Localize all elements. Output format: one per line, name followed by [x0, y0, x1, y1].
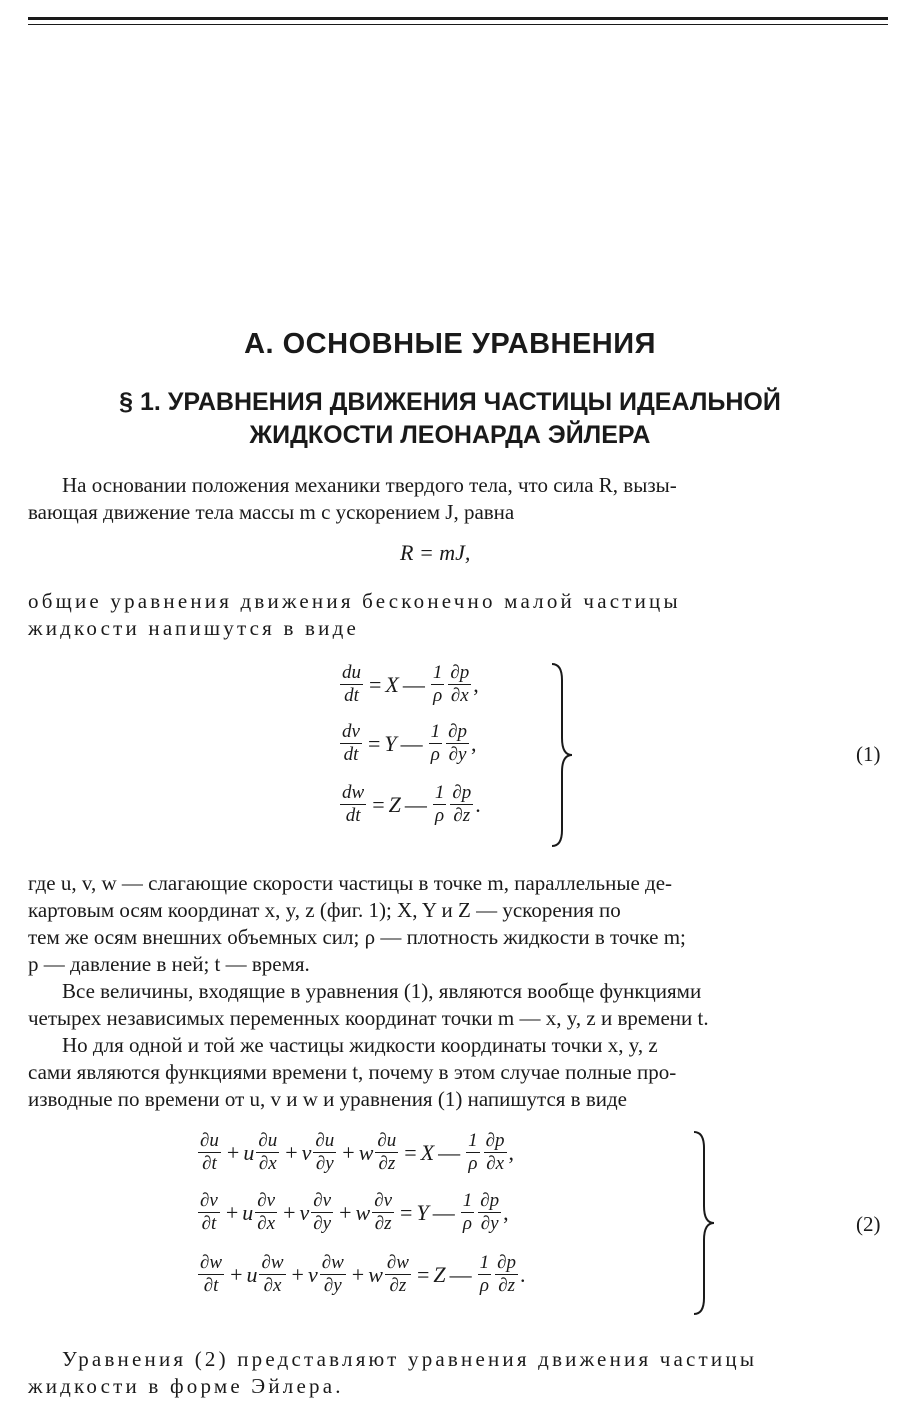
eq2-row [196, 1130, 514, 1175]
eq2-pressure-gradient: $\frac{\partial p}{\partial z}$ [497, 1252, 517, 1296]
paragraph-4-line2: четырех независимых переменных координат точки m — x, y, z и времени t. [28, 1006, 709, 1030]
eq1-punctuation: , [471, 730, 477, 756]
plus-sign: + [230, 1261, 243, 1287]
eq2-time-derivative: $\frac{\partial u}{\partial t}$ [200, 1130, 219, 1174]
minus-sign: — [432, 1199, 455, 1225]
eq2-row [196, 1190, 509, 1235]
eq2-rhs-term: Z [433, 1261, 446, 1287]
paragraph-2-line2: жидкости напишутся в виде [28, 616, 359, 640]
paragraph-3-line2: картовым осям координат x, y, z (фиг. 1); X, Y и Z — ускорения по [28, 898, 621, 922]
paragraph-4-line1: Все величины, входящие в уравнения (1), являются вообще функциями [62, 979, 702, 1003]
velocity-u: u [242, 1199, 254, 1225]
eq1-row [338, 721, 477, 766]
eq2-pressure-gradient: $\frac{\partial p}{\partial x}$ [485, 1130, 505, 1174]
eq1-rhs-term: Y [384, 730, 397, 756]
eq1-inverse-density: $\frac{1}{\rho}$ [432, 662, 443, 706]
eq2-punctuation: , [503, 1199, 509, 1225]
eq1-pressure-gradient: $\frac{\partial p}{\partial y}$ [448, 721, 467, 765]
equals-sign: = [367, 730, 381, 756]
velocity-v: v [299, 1199, 310, 1225]
eq2-time-derivative: $\frac{\partial v}{\partial t}$ [200, 1190, 218, 1234]
plus-sign: + [351, 1261, 365, 1287]
eq2-z-derivative: $\frac{\partial u}{\partial z}$ [377, 1130, 397, 1174]
eq2-z-derivative: $\frac{\partial v}{\partial z}$ [374, 1190, 393, 1234]
velocity-v: v [301, 1139, 312, 1165]
paragraph-3-line4: p — давление в ней; t — время. [28, 952, 310, 976]
eq2-z-derivative: $\frac{\partial w}{\partial z}$ [386, 1252, 409, 1296]
eq2-y-derivative: $\frac{\partial w}{\partial y}$ [321, 1252, 344, 1296]
paragraph-5-line3: изводные по времени от u, v и w и уравнения (1) напишутся в виде [28, 1087, 627, 1111]
eq2-pressure-gradient: $\frac{\partial p}{\partial y}$ [480, 1190, 500, 1234]
minus-sign: — [438, 1139, 461, 1165]
eq2-time-derivative: $\frac{\partial w}{\partial t}$ [200, 1252, 223, 1296]
eq1-rhs-term: Z [388, 791, 401, 817]
equation-number-2: (2) [856, 1212, 881, 1236]
eq2-punctuation: . [520, 1261, 526, 1287]
plus-sign: + [342, 1139, 355, 1165]
eq2-row [196, 1252, 526, 1297]
equation-number-1: (1) [856, 742, 881, 766]
eq1-pressure-gradient: $\frac{\partial p}{\partial z}$ [452, 782, 472, 826]
equals-sign: = [404, 1139, 417, 1165]
plus-sign: + [339, 1199, 352, 1225]
header-rule-thin [28, 24, 888, 25]
paragraph-1-line1: На основании положения механики твердого тела, что сила R, вызы- [62, 473, 677, 497]
eq2-x-derivative: $\frac{\partial v}{\partial x}$ [257, 1190, 276, 1234]
velocity-u: u [243, 1139, 255, 1165]
eq1-row [338, 782, 481, 827]
eq1-pressure-gradient: $\frac{\partial p}{\partial x}$ [450, 662, 470, 706]
section-title-line2: ЖИДКОСТИ ЛЕОНАРДА ЭЙЛЕРА [249, 421, 651, 449]
plus-sign: + [226, 1139, 240, 1165]
equals-sign: = [369, 671, 382, 697]
paragraph-5-line2: сами являются функциями времени t, почему в этом случае полные про- [28, 1060, 677, 1084]
eq1-row [338, 662, 479, 707]
minus-sign: — [404, 791, 427, 817]
eq2-inverse-density: $\frac{1}{\rho}$ [479, 1252, 490, 1296]
eq1-punctuation: . [475, 791, 481, 817]
chapter-title: А. ОСНОВНЫЕ УРАВНЕНИЯ [244, 328, 656, 360]
equation-0: R = mJ, [400, 540, 471, 565]
paragraph-3-line3: тем же осям внешних объемных сил; ρ — плотность жидкости в точке m; [28, 925, 686, 949]
eq2-x-derivative: $\frac{\partial w}{\partial x}$ [261, 1252, 284, 1296]
eq2-x-derivative: $\frac{\partial u}{\partial x}$ [258, 1130, 278, 1174]
eq2-rhs-term: Y [416, 1199, 429, 1225]
paragraph-5-line1: Но для одной и той же частицы жидкости координаты точки x, y, z [62, 1033, 658, 1057]
velocity-w: w [358, 1139, 374, 1165]
plus-sign: + [285, 1139, 298, 1165]
paragraph-6-line1: Уравнения (2) представляют уравнения движения частицы [62, 1347, 758, 1371]
eq1-punctuation: , [473, 671, 479, 697]
eq1-inverse-density: $\frac{1}{\rho}$ [434, 782, 445, 826]
velocity-v: v [307, 1261, 318, 1287]
eq1-rhs-term: X [385, 671, 399, 697]
header-rule-thick [28, 17, 888, 20]
eq2-y-derivative: $\frac{\partial v}{\partial y}$ [313, 1190, 332, 1234]
brace-2 [690, 1128, 720, 1318]
minus-sign: — [400, 730, 423, 756]
eq2-y-derivative: $\frac{\partial u}{\partial y}$ [315, 1130, 335, 1174]
velocity-u: u [246, 1261, 258, 1287]
brace-1 [548, 660, 578, 850]
plus-sign: + [225, 1199, 239, 1225]
velocity-w: w [355, 1199, 371, 1225]
plus-sign: + [291, 1261, 304, 1287]
minus-sign: — [449, 1261, 472, 1287]
paragraph-3-line1: где u, v, w — слагающие скорости частицы в точке m, параллельные де- [28, 871, 673, 895]
equals-sign: = [416, 1261, 430, 1287]
plus-sign: + [283, 1199, 296, 1225]
eq2-inverse-density: $\frac{1}{\rho}$ [468, 1130, 478, 1174]
paragraph-1-line2: вающая движение тела массы m с ускорением J, равна [28, 500, 515, 524]
minus-sign: — [402, 671, 425, 697]
eq2-punctuation: , [508, 1139, 515, 1165]
eq2-rhs-term: X [420, 1139, 435, 1165]
section-title-line1: § 1. УРАВНЕНИЯ ДВИЖЕНИЯ ЧАСТИЦЫ ИДЕАЛЬНОЙ [119, 388, 781, 416]
eq2-inverse-density: $\frac{1}{\rho}$ [462, 1190, 473, 1234]
eq1-lhs-fraction: $\frac{dv}{dt}$ [342, 721, 360, 765]
paragraph-6-line2: жидкости в форме Эйлера. [28, 1374, 344, 1398]
paragraph-2-line1: общие уравнения движения бесконечно малой частицы [28, 589, 681, 613]
equals-sign: = [400, 1199, 413, 1225]
velocity-w: w [368, 1261, 383, 1287]
eq1-lhs-fraction: $\frac{dw}{dt}$ [342, 782, 365, 826]
eq1-inverse-density: $\frac{1}{\rho}$ [430, 721, 441, 765]
equals-sign: = [372, 791, 385, 817]
eq1-lhs-fraction: $\frac{du}{dt}$ [342, 662, 361, 706]
